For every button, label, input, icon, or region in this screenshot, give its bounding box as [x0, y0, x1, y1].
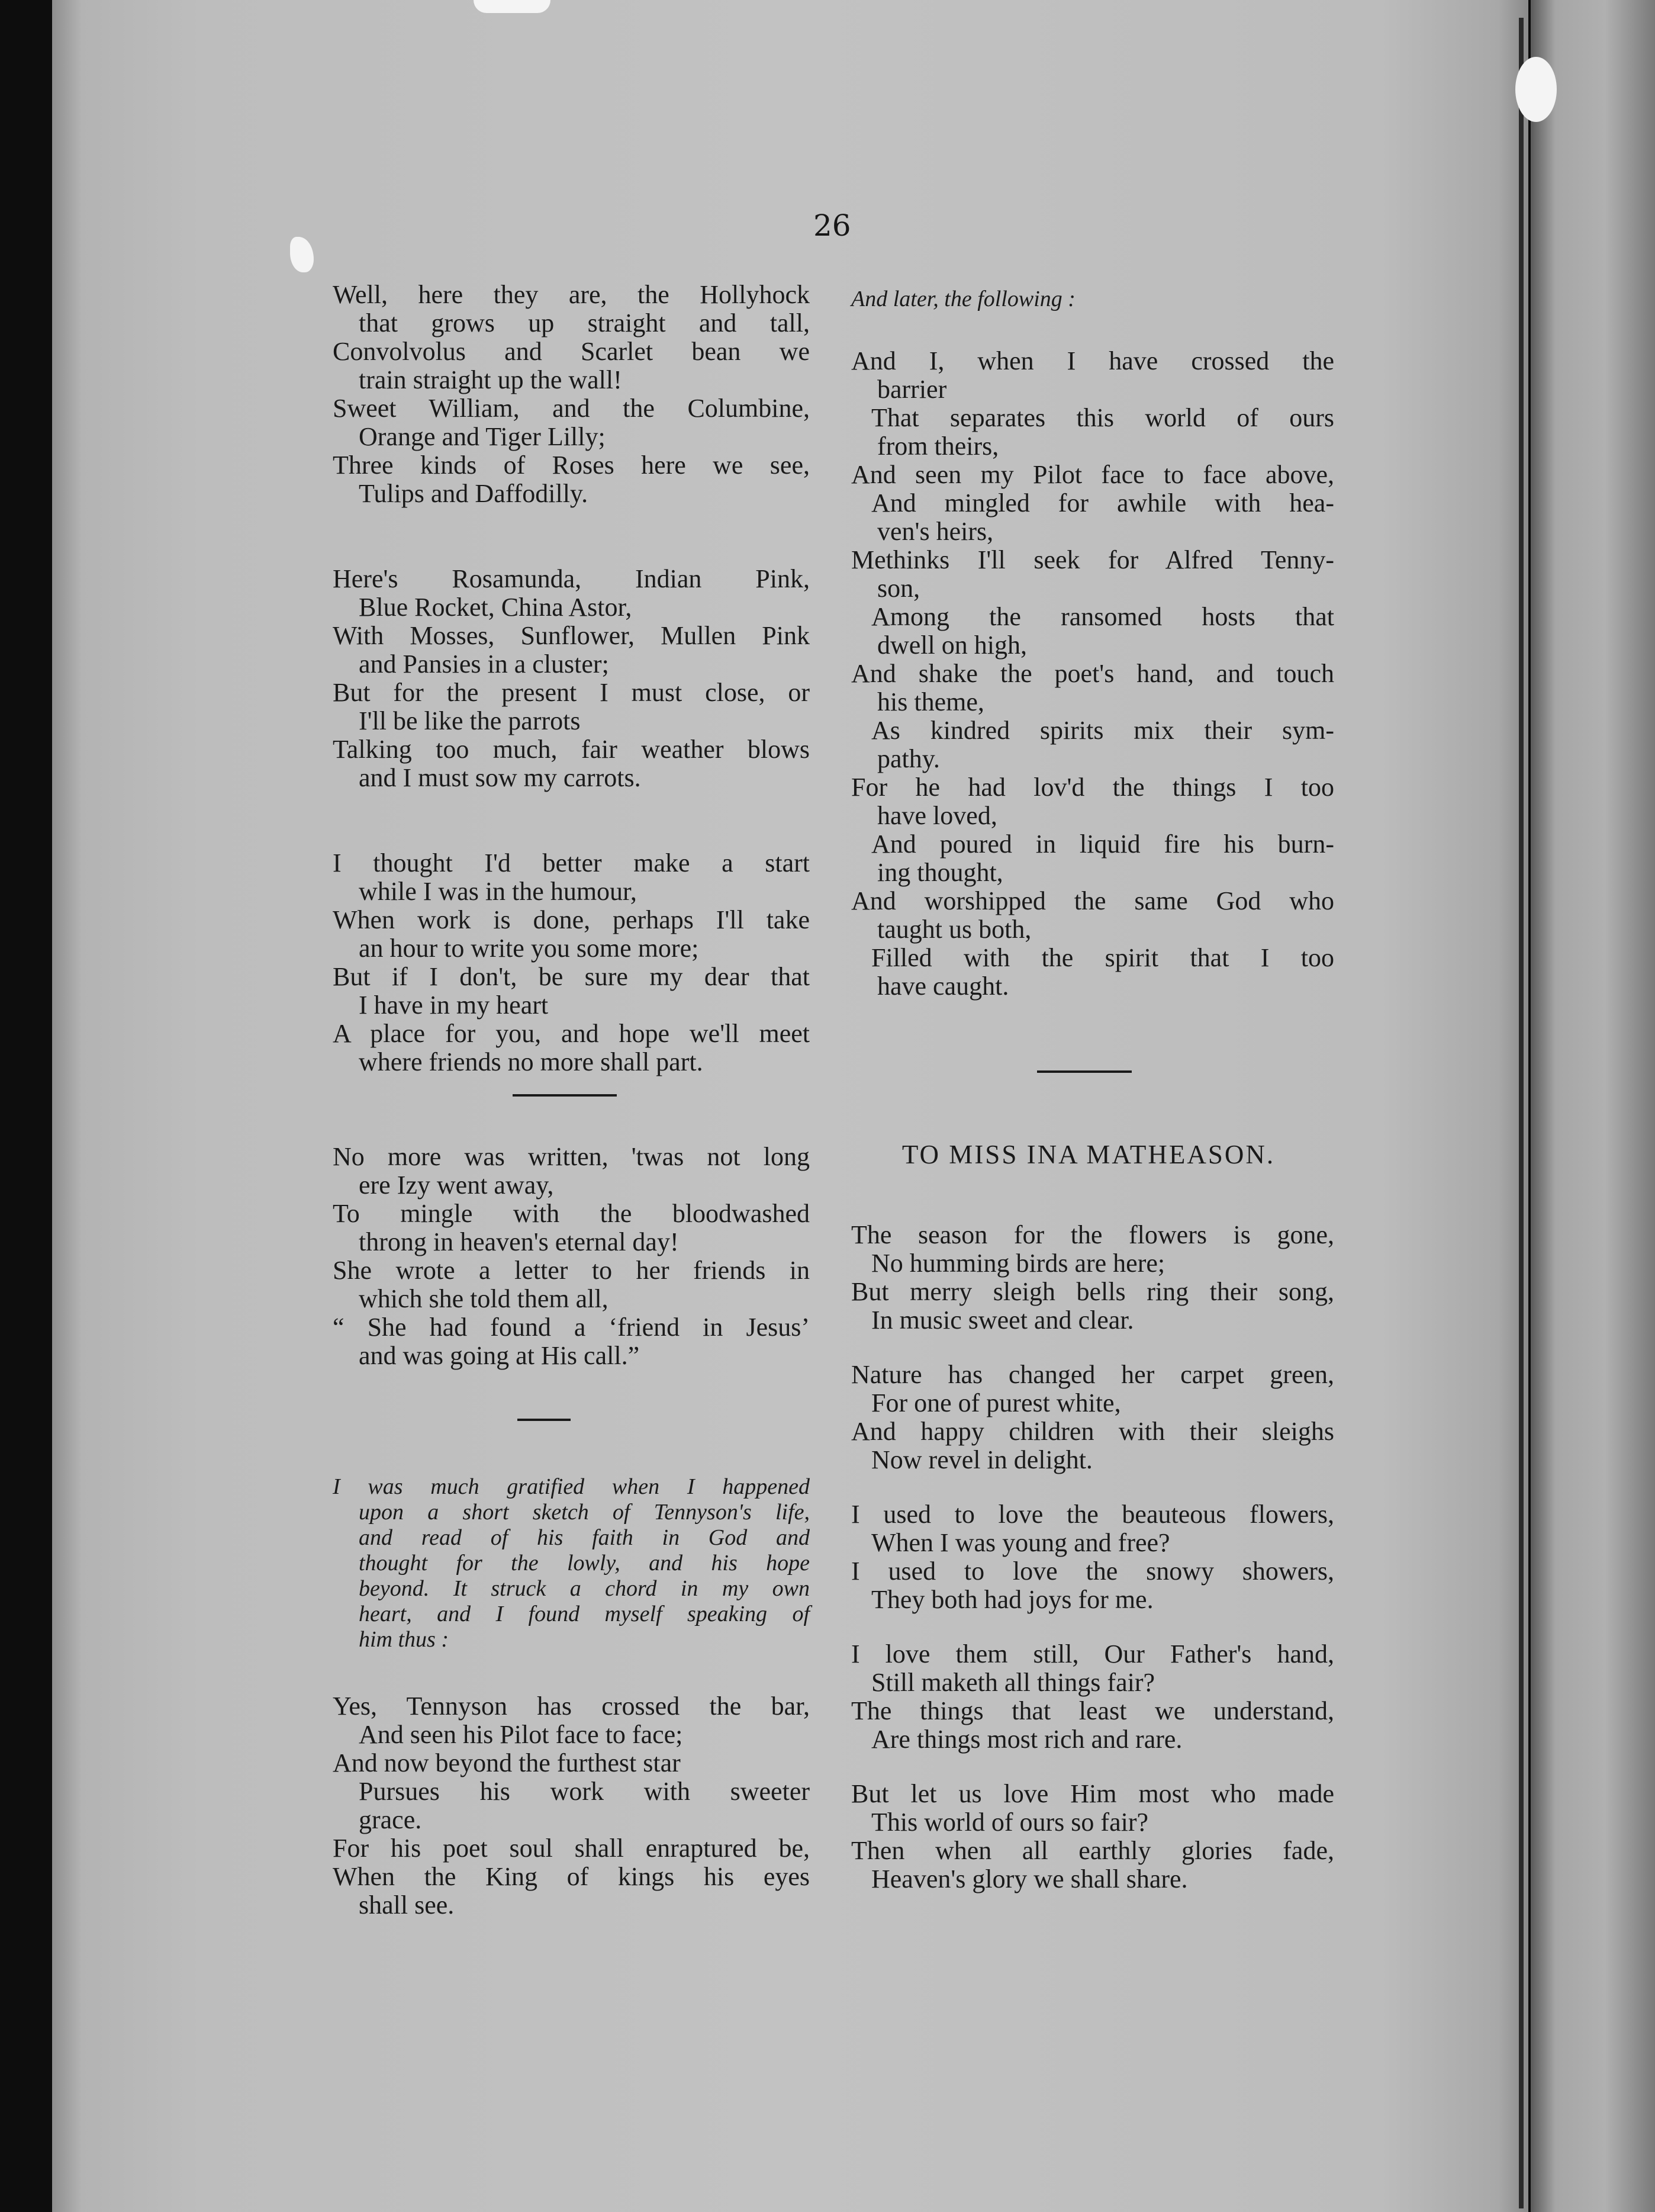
- note-line: and read of his faith in God and: [359, 1525, 810, 1550]
- poem-line: And seen my Pilot face to face above,: [851, 460, 1334, 489]
- italic-note: [324, 1474, 810, 1652]
- poem-line: Filled with the spirit that I too: [871, 943, 1334, 972]
- poem-line: Tulips and Daffodilly.: [359, 479, 588, 508]
- poem-line: And worshipped the same God who: [851, 886, 1334, 915]
- section-divider: [517, 1419, 571, 1421]
- poem-line: Among the ransomed hosts that: [871, 602, 1334, 631]
- poem-line: And happy children with their sleighs: [851, 1417, 1334, 1446]
- poem-line: barrier: [877, 375, 947, 404]
- poem-line: ere Izy went away,: [359, 1171, 554, 1200]
- tennyson-stanza: [324, 1692, 810, 1920]
- left-column: [324, 281, 810, 1076]
- poem-line: shall see.: [359, 1891, 455, 1920]
- poem-line: throng in heaven's eternal day!: [359, 1227, 679, 1256]
- poem-line: When work is done, perhaps I'll take: [333, 905, 810, 934]
- poem-line: and I must sow my carrots.: [359, 763, 641, 792]
- poem-line: Convolvolus and Scarlet bean we: [333, 337, 810, 366]
- poem-line: To mingle with the bloodwashed: [333, 1199, 810, 1228]
- poem-line: For his poet soul shall enraptured be,: [333, 1834, 810, 1863]
- matheason-poem: [843, 1221, 1334, 1893]
- poem-line: that grows up straight and tall,: [359, 308, 810, 337]
- poem-line: Talking too much, fair weather blows: [333, 735, 810, 764]
- poem-line: And mingled for awhile with hea-: [871, 488, 1334, 517]
- poem-line: dwell on high,: [877, 631, 1027, 660]
- poem-line: his theme,: [877, 687, 984, 716]
- poem-line: In music sweet and clear.: [871, 1306, 1134, 1335]
- poem-line: have loved,: [877, 801, 997, 830]
- adjacent-page-strip: [1531, 0, 1655, 2212]
- poem-line: Three kinds of Roses here we see,: [333, 451, 810, 480]
- poem-line: Then when all earthly glories fade,: [851, 1836, 1334, 1865]
- poem-stanza: [843, 1640, 1334, 1754]
- poem-line: Still maketh all things fair?: [871, 1668, 1155, 1697]
- paper-blemish-right: [1515, 57, 1557, 122]
- poem-line: while I was in the humour,: [359, 877, 637, 906]
- page-edge-shadow: [1519, 18, 1524, 2208]
- poem-line: Here's Rosamunda, Indian Pink,: [333, 564, 810, 593]
- paper-blemish-top: [474, 0, 550, 13]
- poem-line: For one of purest white,: [871, 1388, 1121, 1417]
- poem-line: I have in my heart: [359, 991, 549, 1020]
- poem-line: And seen his Pilot face to face;: [359, 1720, 683, 1749]
- poem-line: I used to love the beauteous flowers,: [851, 1500, 1334, 1529]
- poem-line: No humming birds are here;: [871, 1249, 1165, 1278]
- poem-line: and was going at His call.”: [359, 1341, 640, 1370]
- poem-line: As kindred spirits mix their sym-: [871, 716, 1334, 745]
- poem-line: Orange and Tiger Lilly;: [359, 422, 606, 451]
- poem-line: She wrote a letter to her friends in: [333, 1256, 810, 1285]
- poem-line: And shake the poet's hand, and touch: [851, 659, 1334, 688]
- poem-line: Heaven's glory we shall share.: [871, 1864, 1188, 1893]
- closing-stanza: [324, 1143, 810, 1370]
- note-line: beyond. It struck a chord in my own: [359, 1576, 810, 1601]
- poem-line: from theirs,: [877, 432, 999, 461]
- poem-line: ven's heirs,: [877, 517, 994, 546]
- poem-line: where friends no more shall part.: [359, 1047, 703, 1076]
- poem-line: But let us love Him most who made: [851, 1779, 1334, 1808]
- note-line: heart, and I found myself speaking of: [359, 1602, 810, 1626]
- garden-stanza-2: [324, 565, 810, 792]
- poem-line: I used to love the snowy showers,: [851, 1557, 1334, 1586]
- poem-line: I'll be like the parrots: [359, 706, 581, 735]
- right-intro: [843, 287, 1334, 312]
- poem-line: And I, when I have crossed the: [851, 346, 1334, 375]
- poem-line: Now revel in delight.: [871, 1445, 1093, 1474]
- poem-line: have caught.: [877, 972, 1009, 1001]
- poem-stanza: [843, 1780, 1334, 1893]
- poem-stanza: [843, 1361, 1334, 1474]
- poem-line: Methinks I'll seek for Alfred Tenny-: [851, 545, 1334, 574]
- garden-stanza-1: [324, 281, 810, 508]
- poem-line: When the King of kings his eyes: [333, 1862, 810, 1891]
- poem-line: Yes, Tennyson has crossed the bar,: [333, 1692, 810, 1721]
- poem-line: I love them still, Our Father's hand,: [851, 1639, 1334, 1668]
- poem-line: train straight up the wall!: [359, 365, 622, 394]
- poem-line: Well, here they are, the Hollyhock: [333, 280, 810, 309]
- poem-line: and Pansies in a cluster;: [359, 650, 609, 679]
- poem-line: The things that least we understand,: [851, 1696, 1334, 1725]
- poem-line: But merry sleigh bells ring their song,: [851, 1277, 1334, 1306]
- poem-line: Blue Rocket, China Astor,: [359, 593, 632, 622]
- section-divider: [513, 1094, 617, 1097]
- poem-line: Sweet William, and the Columbine,: [333, 394, 810, 423]
- poem-line: And poured in liquid fire his burn-: [871, 830, 1334, 859]
- note-line: him thus :: [359, 1627, 449, 1652]
- section-divider: [1037, 1070, 1132, 1073]
- poem-line: pathy.: [877, 744, 940, 773]
- poem-stanza: [843, 1221, 1334, 1335]
- poem-line: Are things most rich and rare.: [871, 1725, 1183, 1754]
- poem-line: “ She had found a ‘friend in Jesus’: [333, 1313, 810, 1342]
- poem-line: But if I don't, be sure my dear that: [333, 962, 810, 991]
- poem-line: With Mosses, Sunflower, Mullen Pink: [333, 621, 810, 650]
- poem-line: ing thought,: [877, 858, 1003, 887]
- poem-line: This world of ours so fair?: [871, 1808, 1149, 1837]
- note-line: upon a short sketch of Tennyson's life,: [359, 1500, 810, 1525]
- poem-line: which she told them all,: [359, 1284, 608, 1313]
- poem-line: taught us both,: [877, 915, 1032, 944]
- intro-line: And later, the following :: [851, 287, 1076, 311]
- poem-title: TO MISS INA MATHEASON.: [901, 1140, 1276, 1169]
- poem-line: grace.: [359, 1805, 422, 1834]
- poem-line: For he had lov'd the things I too: [851, 773, 1334, 802]
- poem-line: When I was young and free?: [871, 1528, 1170, 1557]
- poem-line: And now beyond the furthest star: [333, 1748, 681, 1777]
- poem-line: A place for you, and hope we'll meet: [333, 1019, 810, 1048]
- right-stanza: [843, 347, 1334, 1001]
- poem-line: No more was written, 'twas not long: [333, 1142, 810, 1171]
- note-line: I was much gratified when I happened: [333, 1474, 810, 1499]
- poem-line: The season for the flowers is gone,: [851, 1220, 1334, 1249]
- poem-line: son,: [877, 574, 920, 603]
- poem-line: They both had joys for me.: [871, 1585, 1154, 1614]
- poem-line: an hour to write you some more;: [359, 934, 699, 963]
- garden-stanza-3: [324, 849, 810, 1076]
- poem-stanza: [843, 1500, 1334, 1614]
- poem-line: That separates this world of ours: [871, 403, 1334, 432]
- poem-line: But for the present I must close, or: [333, 678, 810, 707]
- poem-line: Nature has changed her carpet green,: [851, 1360, 1334, 1389]
- poem-line: I thought I'd better make a start: [333, 848, 810, 877]
- note-line: thought for the lowly, and his hope: [359, 1551, 810, 1576]
- page-number: 26: [813, 208, 851, 243]
- poem-line: Pursues his work with sweeter: [359, 1777, 810, 1806]
